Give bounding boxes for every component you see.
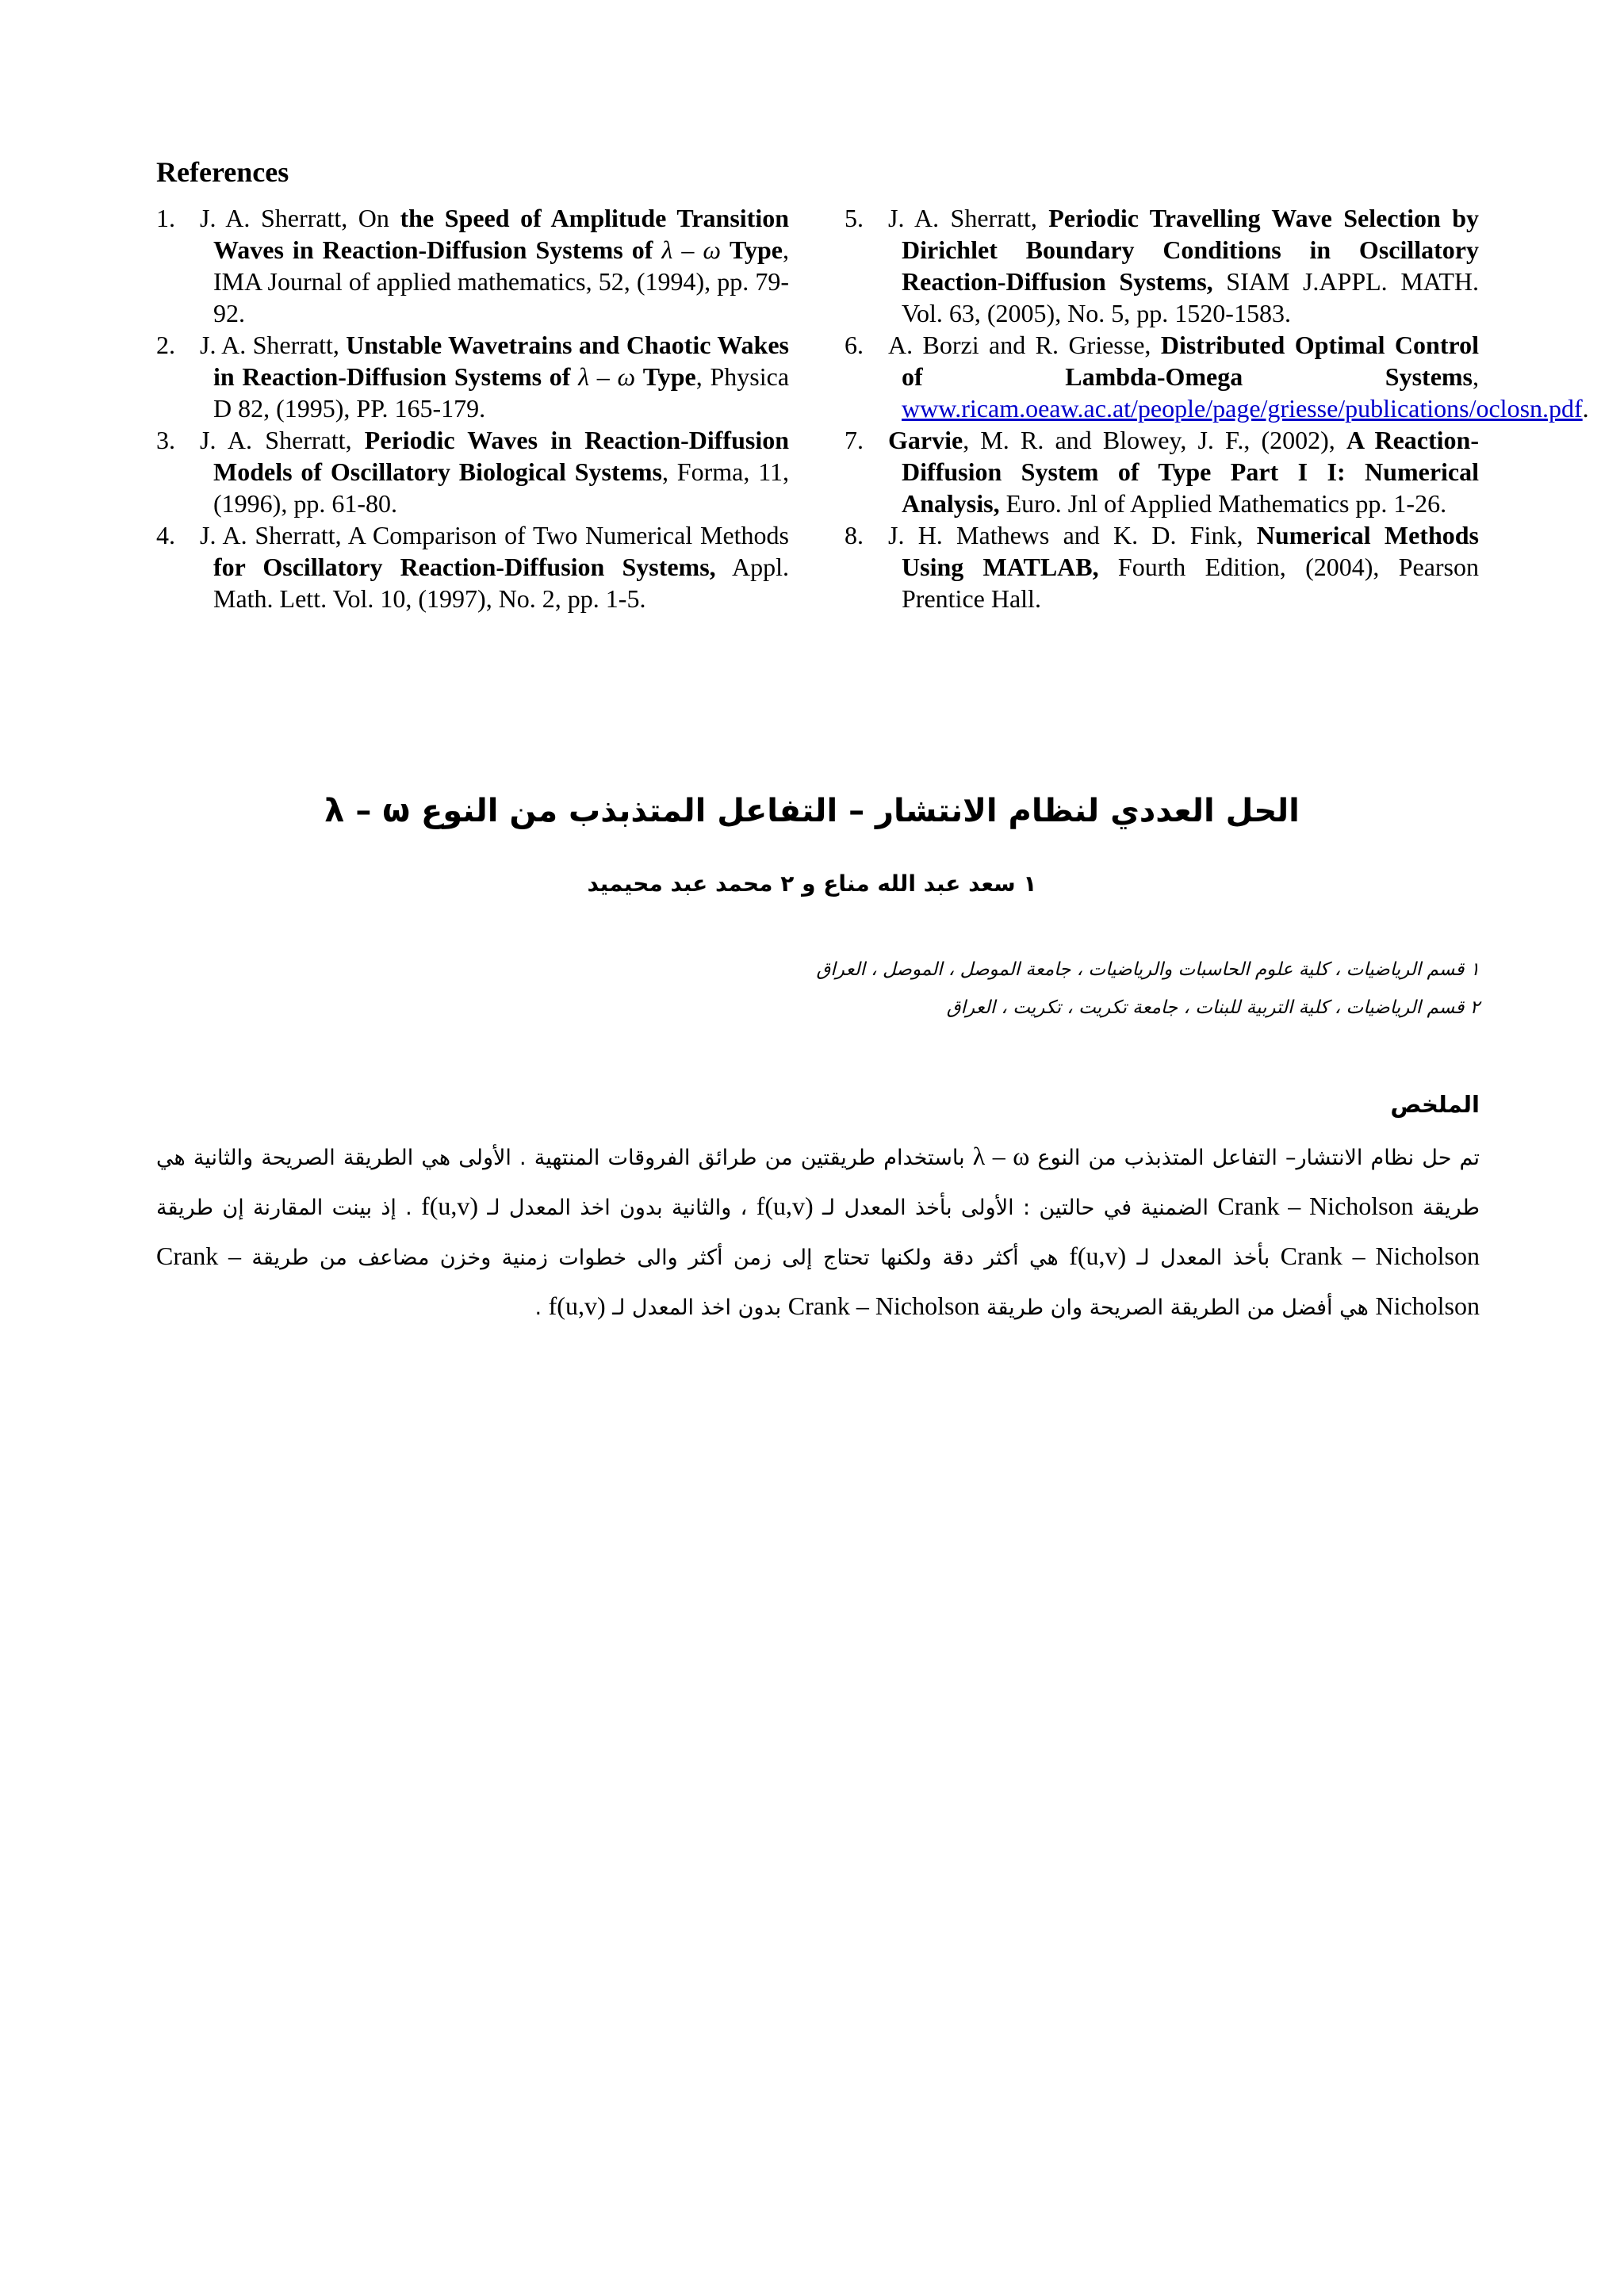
reference-item bbox=[845, 202, 1479, 329]
arabic-abstract bbox=[156, 1132, 1480, 1332]
reference-bold-text: for Oscillatory Reaction-Diffusion Systems, bbox=[213, 553, 716, 581]
references-heading: References bbox=[156, 156, 289, 188]
reference-item bbox=[845, 519, 1479, 614]
reference-item bbox=[845, 329, 1589, 424]
reference-number: 1. bbox=[156, 204, 175, 232]
arabic-abstract-heading: الملخص bbox=[1390, 1091, 1480, 1118]
abstract-text: الضمنية في حالتين : الأولى بأخذ المعدل لـ bbox=[813, 1196, 1218, 1220]
reference-number: 4. bbox=[156, 521, 175, 549]
reference-item bbox=[156, 424, 789, 519]
abstract-latin-term: f(u,v) bbox=[756, 1192, 814, 1220]
reference-item bbox=[156, 329, 789, 424]
reference-bold-text: Garvie bbox=[888, 426, 963, 454]
reference-bold-text: Type bbox=[721, 235, 783, 264]
abstract-text: تم حل نظام الانتشار– التفاعل المتذبذب من النوع bbox=[1029, 1146, 1480, 1170]
reference-text: , Physica D 82, (1995), PP. 165-179. bbox=[213, 362, 790, 423]
abstract-text: هي أكثر دقة ولكنها تحتاج إلى زمن أكثر والى خطوات زمنية وخزن مضاعف من طريقة bbox=[241, 1246, 1070, 1270]
reference-text: J. H. Mathews and K. D. Fink, bbox=[888, 521, 1257, 549]
reference-text: Appl. Math. Lett. Vol. 10, (1997), No. 2, pp. 1-5. bbox=[213, 553, 790, 613]
reference-number: 8. bbox=[845, 521, 864, 549]
reference-text: J. A. Sherratt, bbox=[888, 204, 1049, 232]
reference-text: SIAM J.APPL. MATH. Vol. 63, (2005), No. 5, pp. 1520-1583. bbox=[902, 267, 1479, 327]
reference-text: , Forma, 11, (1996), pp. 61-80. bbox=[213, 457, 790, 518]
reference-item bbox=[845, 424, 1479, 519]
reference-item bbox=[156, 202, 789, 329]
reference-symbol: λ – ω bbox=[578, 362, 636, 391]
references-left-column bbox=[156, 202, 789, 614]
abstract-latin-term: Crank – Nicholson bbox=[1280, 1242, 1480, 1270]
arabic-title: الحل العددي لنظام الانتشار – التفاعل المتذبذب من النوع λ – ω bbox=[324, 793, 1300, 829]
abstract-latin-term: f(u,v) bbox=[548, 1292, 606, 1320]
reference-bold-text: Distributed Optimal Control of Lambda-Omega Systems bbox=[902, 331, 1480, 391]
abstract-text: بدون اخذ المعدل لـ bbox=[605, 1295, 788, 1320]
reference-number: 6. bbox=[845, 331, 864, 359]
abstract-latin-term: Crank – Nicholson bbox=[787, 1292, 980, 1320]
reference-bold-text: Numerical Methods Using MATLAB, bbox=[902, 521, 1480, 581]
reference-number: 7. bbox=[845, 426, 864, 454]
reference-text: , IMA Journal of applied mathematics, 52, (1994), pp. 79-92. bbox=[213, 235, 790, 327]
reference-text: J. A. Sherratt, A Comparison of Two Numerical Methods bbox=[200, 521, 789, 549]
abstract-text: بأخذ المعدل لـ bbox=[1126, 1246, 1281, 1270]
reference-text: , M. R. and Blowey, J. F., (2002), bbox=[963, 426, 1346, 454]
reference-text: Euro. Jnl of Applied Mathematics pp. 1-26. bbox=[999, 489, 1447, 518]
references-right-column bbox=[845, 202, 1589, 614]
reference-text: , bbox=[1473, 362, 1479, 391]
reference-bold-text: Periodic Travelling Wave Selection by Dirichlet Boundary Conditions in Oscillatory Reaction-Diffusion Systems, bbox=[902, 204, 1480, 296]
abstract-text: . إذ بينت المقارنة إن طريقة bbox=[156, 1196, 422, 1220]
reference-bold-text: Unstable Wavetrains and Chaotic Wakes in Reaction-Diffusion Systems of bbox=[213, 331, 790, 391]
reference-number: 3. bbox=[156, 426, 175, 454]
reference-link[interactable]: www.ricam.oeaw.ac.at/people/page/griesse/publications/oclosn.pdf bbox=[902, 394, 1583, 423]
reference-symbol: λ – ω bbox=[661, 235, 721, 264]
arabic-affiliation-2: ٢ قسم الرياضيات ، كلية التربية للبنات ، جامعة تكريت ، تكريت ، العراق bbox=[946, 997, 1480, 1018]
abstract-latin-term: f(u,v) bbox=[421, 1192, 479, 1220]
abstract-latin-term: λ – ω bbox=[972, 1142, 1030, 1170]
arabic-authors: ١ سعد عبد الله مناع و ٢ محمد عبد محيميد bbox=[587, 871, 1037, 897]
reference-bold-text: A Reaction-Diffusion System of Type Part I I: Numerical Analysis, bbox=[902, 426, 1480, 518]
abstract-text: هي أفضل من الطريقة الصريحة وان طريقة bbox=[979, 1295, 1376, 1320]
abstract-text: . bbox=[534, 1295, 549, 1320]
reference-number: 5. bbox=[845, 204, 864, 232]
reference-text: J. A. Sherratt, bbox=[200, 331, 347, 359]
reference-text: A. Borzi and R. Griesse, bbox=[888, 331, 1161, 359]
arabic-affiliation-1: ١ قسم الرياضيات ، كلية علوم الحاسبات والرياضيات ، جامعة الموصل ، الموصل ، العراق bbox=[816, 959, 1480, 980]
abstract-text: ، والثانية بدون اخذ المعدل لـ bbox=[478, 1196, 756, 1220]
reference-number: 2. bbox=[156, 331, 175, 359]
abstract-text: باستخدام طريقتين من طرائق الفروقات المنتهية . الأولى هي الطريقة الصريحة والثانية هي طريقة bbox=[156, 1146, 1480, 1220]
abstract-latin-term: Crank – Nicholson bbox=[156, 1242, 1480, 1320]
reference-bold-text: Type bbox=[635, 362, 696, 391]
reference-bold-text: the Speed of Amplitude Transition Waves in Reaction-Diffusion Systems of bbox=[213, 204, 790, 264]
reference-text: Fourth Edition, (2004), Pearson Prentice Hall. bbox=[902, 553, 1479, 613]
reference-item bbox=[156, 519, 789, 614]
reference-text: J. A. Sherratt, bbox=[200, 426, 365, 454]
reference-bold-text: Periodic Waves in Reaction-Diffusion Models of Oscillatory Biological Systems bbox=[213, 426, 789, 486]
reference-text: . bbox=[1582, 394, 1589, 423]
abstract-latin-term: Crank – Nicholson bbox=[1217, 1192, 1414, 1220]
abstract-latin-term: f(u,v) bbox=[1069, 1242, 1127, 1270]
reference-text: J. A. Sherratt, On bbox=[200, 204, 400, 232]
